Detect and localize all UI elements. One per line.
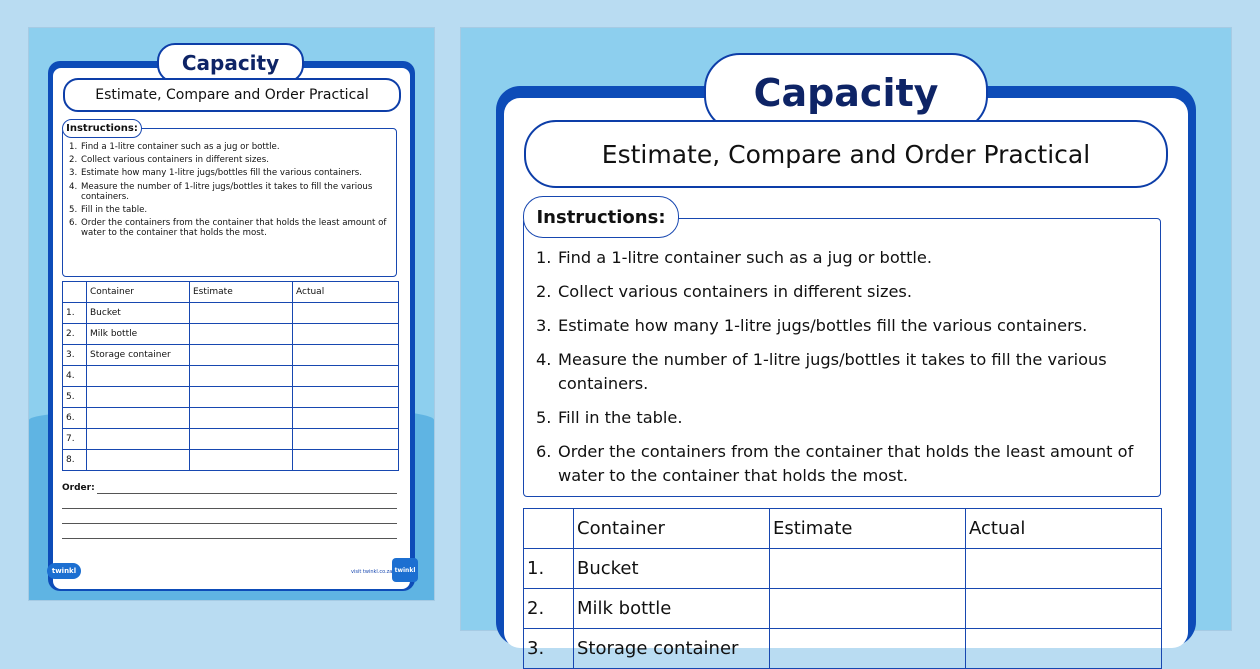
- thumb-instructions-list: [69, 142, 389, 242]
- actual-cell: [966, 589, 1162, 629]
- step-text: Measure the number of 1-litre jugs/bottles it takes to fill the various containers.: [81, 181, 373, 202]
- twinkl-logo-icon: twinkl: [47, 563, 81, 579]
- step-text: Estimate how many 1-litre jugs/bottles fill the various containers.: [81, 168, 363, 179]
- actual-cell: [293, 345, 399, 366]
- instructions-list: [536, 246, 1156, 498]
- table-row: [63, 387, 399, 408]
- actual-cell: [293, 303, 399, 324]
- container-cell: Milk bottle: [87, 324, 190, 345]
- row-number: 3.: [63, 345, 87, 366]
- container-cell: [87, 366, 190, 387]
- container-cell: [87, 450, 190, 471]
- actual-cell: [293, 366, 399, 387]
- container-cell: [87, 408, 190, 429]
- step-number: 4.: [536, 350, 552, 369]
- column-header: Estimate: [190, 282, 293, 303]
- instruction-step: [536, 440, 1156, 488]
- estimate-cell: [190, 345, 293, 366]
- thumb-results-table: [62, 281, 399, 471]
- actual-cell: [293, 450, 399, 471]
- row-number: 6.: [63, 408, 87, 429]
- thumb-title: Capacity: [157, 43, 304, 83]
- step-number: 1.: [536, 248, 552, 267]
- column-header: Actual: [966, 509, 1162, 549]
- thumb-instructions-label: Instructions:: [62, 119, 142, 138]
- container-cell: [87, 429, 190, 450]
- step-text: Find a 1-litre container such as a jug or bottle.: [81, 142, 280, 152]
- row-number: 1.: [524, 549, 574, 589]
- estimate-cell: [190, 303, 293, 324]
- step-number: 3.: [536, 316, 552, 335]
- row-number: 2.: [524, 589, 574, 629]
- actual-cell: [966, 549, 1162, 589]
- column-header: [63, 282, 87, 303]
- instruction-step: [69, 155, 389, 165]
- table-row: [63, 303, 399, 324]
- estimate-cell: [770, 629, 966, 669]
- column-header: Container: [87, 282, 190, 303]
- instruction-step: [69, 168, 389, 178]
- step-text: Collect various containers in different sizes.: [81, 155, 269, 166]
- worksheet-zoomed: [461, 28, 1231, 659]
- step-number: 5.: [69, 205, 78, 216]
- container-cell: Bucket: [87, 303, 190, 324]
- estimate-cell: [770, 589, 966, 629]
- instruction-step: [69, 182, 389, 202]
- instruction-step: [69, 205, 389, 215]
- table-row: [63, 408, 399, 429]
- instruction-step: [69, 142, 389, 152]
- container-cell: Storage container: [87, 345, 190, 366]
- step-text: Find a 1-litre container such as a jug or bottle.: [558, 248, 933, 267]
- row-number: 3.: [524, 629, 574, 669]
- instruction-step: [536, 280, 1156, 304]
- instruction-step: [536, 246, 1156, 270]
- step-number: 4.: [69, 181, 78, 192]
- step-number: 2.: [69, 155, 78, 166]
- column-header: Estimate: [770, 509, 966, 549]
- estimate-cell: [190, 450, 293, 471]
- actual-cell: [966, 629, 1162, 669]
- step-text: Collect various containers in different sizes.: [558, 282, 912, 301]
- column-header: Container: [574, 509, 770, 549]
- step-text: Fill in the table.: [81, 205, 148, 216]
- table-row: [524, 629, 1162, 669]
- row-number: 2.: [63, 324, 87, 345]
- instruction-step: [69, 218, 389, 238]
- row-number: 8.: [63, 450, 87, 471]
- estimate-cell: [190, 429, 293, 450]
- step-text: Measure the number of 1-litre jugs/bottles it takes to fill the various containers.: [558, 350, 1107, 393]
- row-number: 7.: [63, 429, 87, 450]
- order-line: [97, 493, 397, 494]
- actual-cell: [293, 408, 399, 429]
- table-row: [524, 589, 1162, 629]
- order-line: [62, 508, 397, 509]
- quality-badge-icon: twinkl: [392, 558, 418, 582]
- thumb-subtitle: Estimate, Compare and Order Practical: [63, 78, 401, 112]
- step-text: Estimate how many 1-litre jugs/bottles fill the various containers.: [558, 316, 1088, 335]
- order-line: [62, 523, 397, 524]
- actual-cell: [293, 324, 399, 345]
- container-cell: Milk bottle: [574, 589, 770, 629]
- table-row: [63, 429, 399, 450]
- estimate-cell: [190, 387, 293, 408]
- estimate-cell: [190, 324, 293, 345]
- thumb-order-label: Order:: [62, 483, 95, 493]
- estimate-cell: [770, 549, 966, 589]
- results-table: [523, 508, 1162, 669]
- estimate-cell: [190, 366, 293, 387]
- actual-cell: [293, 387, 399, 408]
- step-number: 6.: [69, 218, 78, 229]
- step-number: 3.: [69, 168, 78, 179]
- container-cell: [87, 387, 190, 408]
- footer-url: visit twinkl.co.za: [351, 569, 393, 575]
- actual-cell: [293, 429, 399, 450]
- row-number: 5.: [63, 387, 87, 408]
- order-line: [62, 538, 397, 539]
- table-row: [524, 549, 1162, 589]
- row-number: 1.: [63, 303, 87, 324]
- instructions-label: Instructions:: [523, 196, 679, 238]
- step-number: 2.: [536, 282, 552, 301]
- worksheet-thumbnail[interactable]: [29, 28, 434, 600]
- step-number: 1.: [69, 142, 78, 152]
- container-cell: Bucket: [574, 549, 770, 589]
- table-row: [63, 324, 399, 345]
- step-text: Fill in the table.: [558, 408, 683, 427]
- step-text: Order the containers from the container that holds the least amount of water to the container that holds the most.: [558, 442, 1134, 485]
- instruction-step: [536, 348, 1156, 396]
- column-header: Actual: [293, 282, 399, 303]
- instruction-step: [536, 314, 1156, 338]
- table-row: [63, 366, 399, 387]
- page-subtitle: Estimate, Compare and Order Practical: [524, 120, 1168, 188]
- container-cell: Storage container: [574, 629, 770, 669]
- table-row: [63, 450, 399, 471]
- step-number: 6.: [536, 442, 552, 461]
- step-number: 5.: [536, 408, 552, 427]
- page-title: Capacity: [704, 53, 988, 132]
- row-number: 4.: [63, 366, 87, 387]
- instruction-step: [536, 406, 1156, 430]
- estimate-cell: [190, 408, 293, 429]
- table-row: [63, 345, 399, 366]
- step-text: Order the containers from the container that holds the least amount of water to the container that holds the most.: [81, 218, 387, 239]
- column-header: [524, 509, 574, 549]
